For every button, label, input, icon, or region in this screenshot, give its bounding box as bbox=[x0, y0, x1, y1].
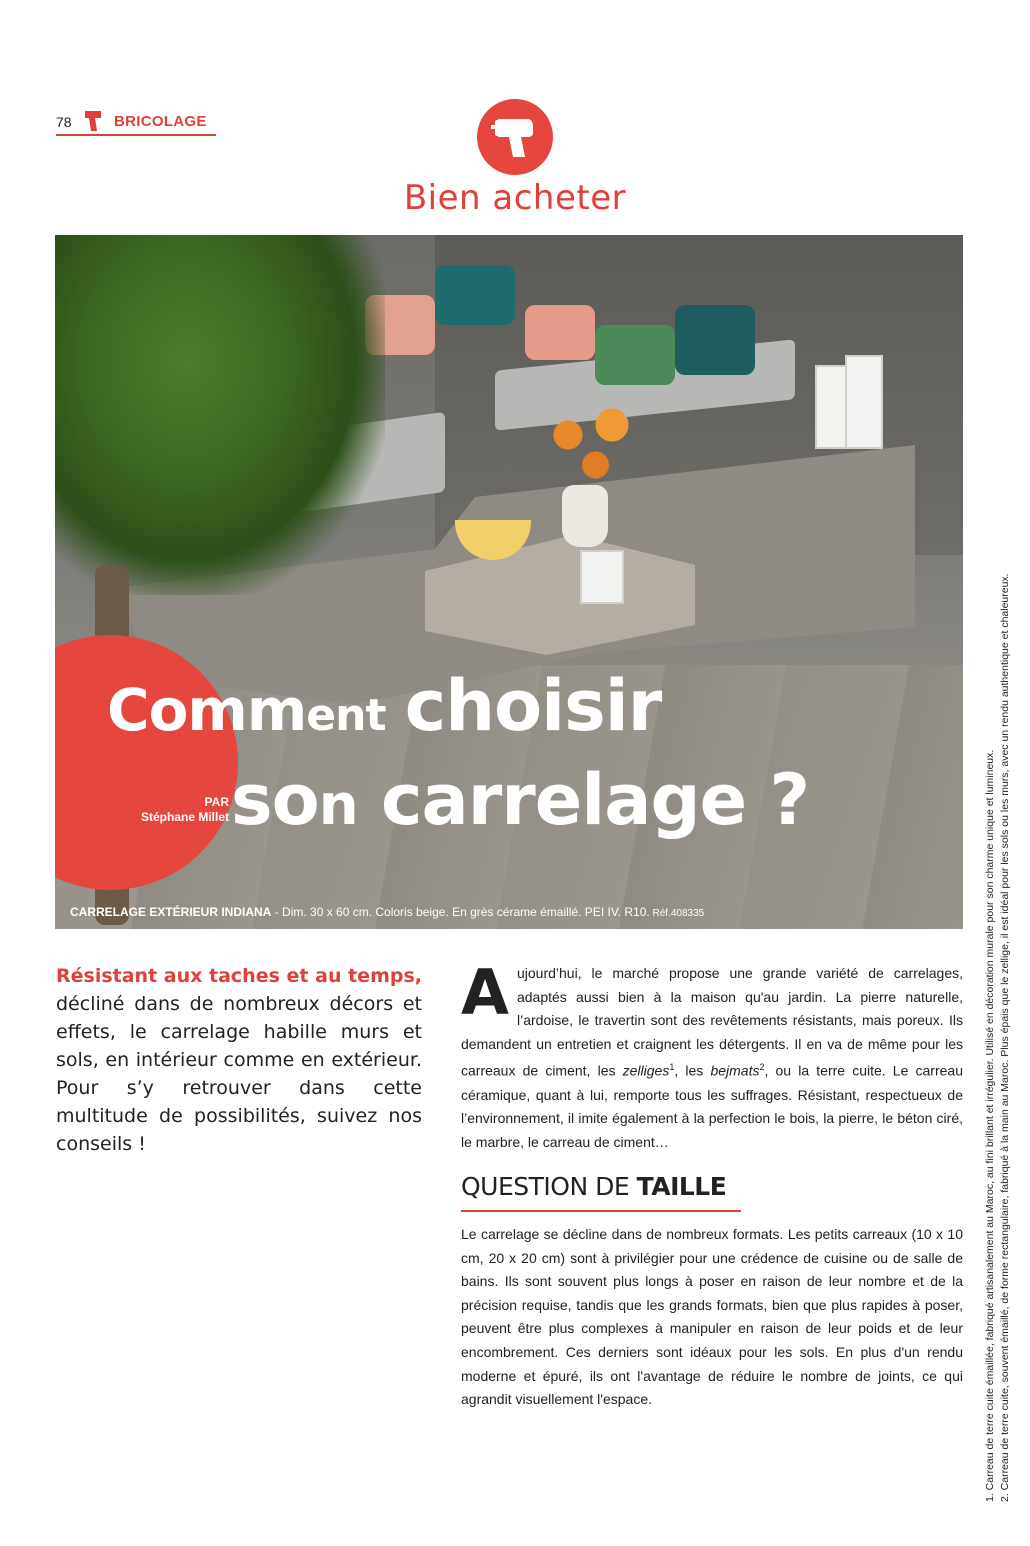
pillow bbox=[675, 305, 755, 375]
byline bbox=[119, 795, 229, 825]
drop-cap: A bbox=[461, 956, 509, 1029]
brand-name: Bien acheter bbox=[403, 178, 627, 218]
intro-paragraph: Aujourd’hui, le marché propose une grande variété de carrelages, adaptés aussi bien à la maison qu'au jardin. La pierre naturelle, l’ardoise, le travertin sont des revêtements résistants, mais poreux. Ils demandent un entretien et craignent les détergents. Il en va de même pour les carreaux de ciment, les zelliges$^1$, les bejmats$^2$, ou la terre cuite. Le carreau céramique, quant à lui, remporte tous les suffrages. Résistant, respectueux de l’environnement, il imite également à la perfection le bois, la pierre, le béton ciré, le marbre, le carreau de ciment… bbox=[461, 956, 963, 1150]
section-paragraph: Le carrelage se décline dans de nombreux formats. Les petits carreaux (10 x 10 cm, 20 x 20 cm) sont à privilégier pour une crédence de cuisine ou de salle de bains. Ils sont souvent plus longs à poser en raison de leur nombre et de la précision requise, tandis que les grands formats, bien que plus rapides à poser, peuvent être plus complexes à manipuler en raison de leur poids et de leur encombrement. Ces derniers sont idéaux pour les sols. En plus d'un rendu moderne et épuré, ils ont l'avantage de réduire le nombre de joints, ce qui agrandit visuellement l'espace. bbox=[461, 1226, 963, 1408]
drill-icon bbox=[491, 111, 539, 163]
page-number: 78 bbox=[56, 114, 72, 130]
footnote-2: 2. Carreau de terre cuite, souvent émaillé, de forme rectangulaire, fabriqué à la main au Maroc. Plus épais que le zellige, il est idéal pour les sols ou les murs, avec un rendu authentique et chaleureux. bbox=[999, 573, 1011, 1502]
header-rule bbox=[56, 134, 216, 136]
section-rule bbox=[461, 1210, 741, 1212]
lead-highlight: Résistant aux taches et au temps, bbox=[56, 965, 422, 987]
byline-label: PAR bbox=[204, 795, 229, 809]
section-heading: QUESTION DE TAILLE bbox=[461, 1172, 727, 1201]
tree bbox=[55, 235, 385, 595]
byline-author: Stéphane Millet bbox=[140, 810, 229, 824]
lantern bbox=[845, 355, 883, 449]
hero-photo bbox=[55, 235, 963, 929]
flowers bbox=[535, 395, 645, 495]
photo-caption: CARRELAGE EXTÉRIEUR INDIANA - Dim. 30 x 60 cm. Coloris beige. En grès cérame émaillé. PEI IV. R10. Réf.408335 bbox=[70, 905, 705, 919]
page-header bbox=[56, 108, 216, 138]
lantern bbox=[580, 550, 624, 604]
pillow bbox=[595, 325, 675, 385]
pillow bbox=[435, 265, 515, 325]
article-title-line1: Comment choisir bbox=[107, 665, 662, 747]
drill-icon bbox=[83, 108, 105, 132]
section-label: BRICOLAGE bbox=[114, 113, 207, 130]
brand-logo bbox=[477, 99, 553, 175]
footnote-1: 1. Carreau de terre cuite émaillée, fabriqué artisanalement au Maroc, au fini brillant et irrégulier. Utilisé en décoration murale pour son charme unique et lumineux. bbox=[984, 749, 996, 1502]
footnotes bbox=[983, 542, 1013, 1502]
article-title-line2: son carrelage ? bbox=[231, 759, 810, 841]
pillow bbox=[525, 305, 595, 360]
lead-paragraph: Résistant aux taches et au temps, décliné dans de nombreux décors et effets, le carrelage habille murs et sols, en intérieur comme en extérieur. Pour s’y retrouver dans cette multitude de possibilités, suivez nos conseils ! bbox=[56, 965, 422, 1155]
